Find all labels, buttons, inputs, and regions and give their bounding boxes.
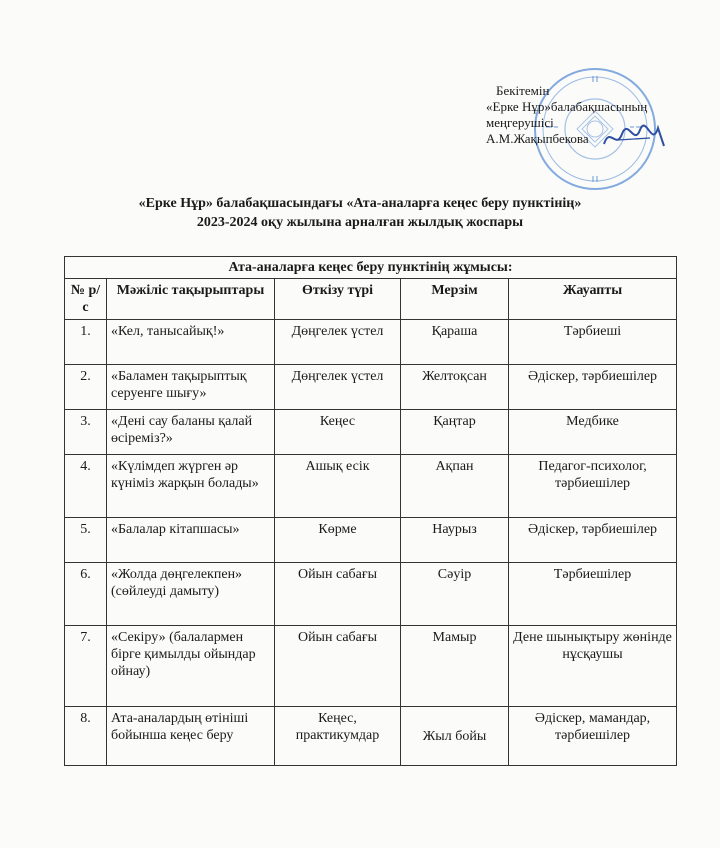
cell-topic: «Дені сау баланы қалай өсіреміз?»: [107, 410, 275, 455]
cell-num: 6.: [65, 563, 107, 626]
table-caption-row: [65, 257, 677, 279]
cell-responsible: Педагог-психолог, тәрбиешілер: [509, 455, 677, 518]
header-date: Мерзім: [401, 279, 509, 320]
cell-date: Қараша: [401, 320, 509, 365]
title-line-2: 2023-2024 оқу жылына арналған жылдық жоспары: [196, 215, 524, 230]
approval-position: меңгерушісі: [486, 115, 554, 130]
title-line-1: «Ерке Нұр» балабақшасындағы «Ата-аналарға кеңес беру пунктінің»: [138, 196, 582, 211]
cell-responsible: Медбике: [509, 410, 677, 455]
cell-date: Ақпан: [401, 455, 509, 518]
header-topic: Мәжіліс тақырыптары: [107, 279, 275, 320]
cell-topic: «Баламен тақырыптық серуенге шығу»: [107, 365, 275, 410]
cell-date: Желтоқсан: [401, 365, 509, 410]
cell-topic: «Секіру» (балалармен бірге қимылды ойындар ойнау): [107, 626, 275, 707]
cell-date: Мамыр: [401, 626, 509, 707]
cell-type: Дөңгелек үстел: [275, 365, 401, 410]
table-caption: Ата-аналарға кеңес беру пунктінің жұмысы:: [65, 257, 677, 279]
cell-num: 3.: [65, 410, 107, 455]
cell-type: Кеңес, практикумдар: [275, 707, 401, 766]
cell-num: 8.: [65, 707, 107, 766]
approval-name: А.М.Жақыпбекова: [486, 131, 589, 146]
approval-approve: Бекітемін: [496, 83, 550, 98]
cell-date: Наурыз: [401, 518, 509, 563]
cell-type: Көрме: [275, 518, 401, 563]
cell-responsible: Дене шынықтыру жөнінде нұсқаушы: [509, 626, 677, 707]
cell-num: 1.: [65, 320, 107, 365]
cell-responsible: Әдіскер, тәрбиешілер: [509, 365, 677, 410]
cell-num: 5.: [65, 518, 107, 563]
table-row: [65, 518, 677, 563]
table-row: [65, 365, 677, 410]
plan-table: [64, 256, 677, 766]
cell-topic: «Күлімдеп жүрген әр күніміз жарқын болады»: [107, 455, 275, 518]
cell-num: 7.: [65, 626, 107, 707]
table-row: [65, 455, 677, 518]
cell-topic: «Жолда дөңгелекпен» (сөйлеуді дамыту): [107, 563, 275, 626]
cell-responsible: Әдіскер, мамандар, тәрбиешілер: [509, 707, 677, 766]
cell-type: Ашық есік: [275, 455, 401, 518]
approval-block: [486, 83, 647, 147]
table-header-row: [65, 279, 677, 320]
cell-num: 2.: [65, 365, 107, 410]
table-row: [65, 410, 677, 455]
table-row: [65, 320, 677, 365]
document-title: [0, 194, 720, 232]
cell-topic: «Кел, танысайық!»: [107, 320, 275, 365]
cell-topic: Ата-аналардың өтініші бойынша кеңес беру: [107, 707, 275, 766]
cell-date: Сәуір: [401, 563, 509, 626]
cell-responsible: Тәрбиешілер: [509, 563, 677, 626]
header-num: № р/с: [65, 279, 107, 320]
table-row: [65, 626, 677, 707]
header-type: Өткізу түрі: [275, 279, 401, 320]
table-row: [65, 563, 677, 626]
cell-responsible: Әдіскер, тәрбиешілер: [509, 518, 677, 563]
cell-responsible: Тәрбиеші: [509, 320, 677, 365]
cell-date: Жыл бойы: [401, 707, 509, 766]
cell-type: Ойын сабағы: [275, 626, 401, 707]
table-row: [65, 707, 677, 766]
cell-type: Кеңес: [275, 410, 401, 455]
approval-kindergarten: «Ерке Нұр»балабақшасының: [486, 99, 648, 114]
cell-type: Ойын сабағы: [275, 563, 401, 626]
cell-type: Дөңгелек үстел: [275, 320, 401, 365]
cell-date: Қаңтар: [401, 410, 509, 455]
cell-num: 4.: [65, 455, 107, 518]
header-responsible: Жауапты: [509, 279, 677, 320]
cell-topic: «Балалар кітапшасы»: [107, 518, 275, 563]
